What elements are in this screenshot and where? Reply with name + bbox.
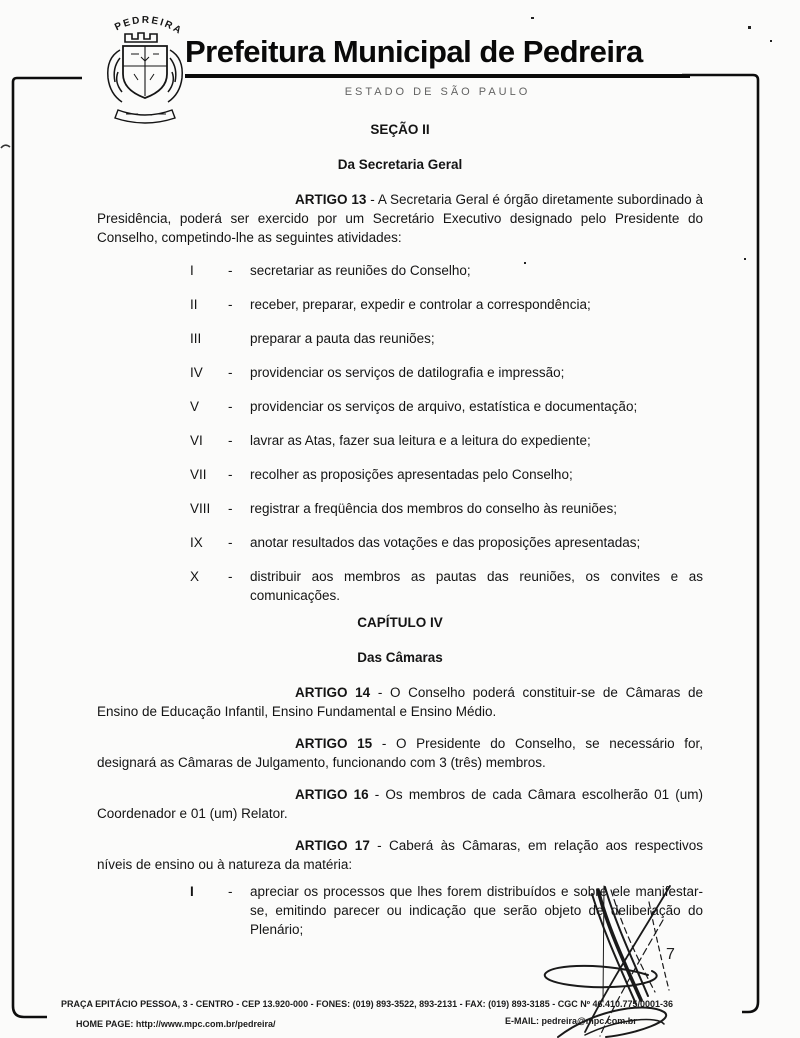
list-item bbox=[190, 567, 703, 605]
list-item-dash: - bbox=[228, 501, 233, 516]
masthead bbox=[185, 34, 690, 98]
list-item-dash: - bbox=[228, 263, 233, 278]
artigo-15-text: - O Presidente do Conselho, se necessário for, designará as Câmaras de Julgamento, funcionando com 3 (três) membros. bbox=[97, 736, 703, 770]
paragraph-artigo-16 bbox=[97, 785, 703, 823]
list-item-text: preparar a pauta das reuniões; bbox=[250, 331, 435, 346]
list-item-dash: - bbox=[228, 433, 233, 448]
artigo-14-label: ARTIGO 14 bbox=[295, 685, 371, 700]
section-title: SEÇÃO II bbox=[370, 122, 430, 137]
list-item bbox=[190, 431, 703, 450]
artigo-17-list bbox=[190, 882, 703, 939]
list-item bbox=[190, 363, 703, 382]
list-item-text: apreciar os processos que lhes forem distribuídos e sobre ele manifestar-se, emitindo parecer ou indicação que serão objeto de deliberação do Plenário; bbox=[250, 884, 703, 937]
list-item-dash: - bbox=[228, 399, 233, 414]
list-item-dash: - bbox=[228, 569, 233, 584]
chapter-subtitle: Das Câmaras bbox=[357, 650, 443, 665]
list-item bbox=[190, 533, 703, 552]
list-item-numeral: I bbox=[190, 263, 194, 278]
list-item-numeral: IV bbox=[190, 365, 203, 380]
list-item-dash: - bbox=[228, 365, 233, 380]
list-item-dash: - bbox=[228, 297, 233, 312]
list-item-text: distribuir aos membros as pautas das reuniões, os convites e as comunicações. bbox=[250, 569, 703, 603]
list-item-dash bbox=[228, 329, 250, 348]
artigo-13-text: - A Secretaria Geral é órgão diretamente subordinado à Presidência, poderá ser exercido por um Secretário Executivo designado pelo Presidente do Conselho, competindo-lhe as seguintes atividades: bbox=[97, 192, 703, 245]
list-item-numeral: IX bbox=[190, 535, 203, 550]
artigo-16-text: - Os membros de cada Câmara escolherão 01 (um) Coordenador e 01 (um) Relator. bbox=[97, 787, 703, 821]
footer-homepage: HOME PAGE: http://www.mpc.com.br/pedreira/ bbox=[76, 1019, 276, 1029]
list-item-text: registrar a freqüência dos membros do conselho às reuniões; bbox=[250, 501, 617, 516]
list-item-numeral: VII bbox=[190, 467, 207, 482]
list-item bbox=[190, 882, 703, 939]
list-item-numeral: V bbox=[190, 399, 200, 414]
artigo-16-label: ARTIGO 16 bbox=[295, 787, 369, 802]
footer-address-line: PRAÇA EPITÁCIO PESSOA, 3 - CENTRO - CEP 13.920-000 - FONES: (019) 893-3522, 893-2131 - FAX: (019) 893-3185 - CGC Nº 46.410.775/0001-36 bbox=[61, 999, 674, 1009]
list-item-text: recolher as proposições apresentadas pelo Conselho; bbox=[250, 467, 573, 482]
section-subtitle: Da Secretaria Geral bbox=[337, 157, 463, 172]
masthead-subtitle: ESTADO DE SÃO PAULO bbox=[344, 86, 531, 98]
crest-branch-left bbox=[108, 50, 122, 102]
crest-crown bbox=[125, 33, 157, 42]
page-title: Prefeitura Municipal de Pedreira bbox=[185, 34, 690, 78]
list-item-text: providenciar os serviços de datilografia e impressão; bbox=[250, 365, 565, 380]
list-item bbox=[190, 329, 703, 348]
list-item bbox=[190, 397, 703, 416]
paragraph-artigo-15 bbox=[97, 734, 703, 772]
list-item-dash: - bbox=[228, 535, 233, 550]
artigo-17-label: ARTIGO 17 bbox=[295, 838, 370, 853]
artigo-15-label: ARTIGO 15 bbox=[295, 736, 373, 751]
chapter-title: CAPÍTULO IV bbox=[357, 615, 443, 630]
artigo-14-text: - O Conselho poderá constituir-se de Câmaras de Ensino de Educação Infantil, Ensino Fundamental e Ensino Médio. bbox=[97, 685, 703, 719]
list-item-numeral: VIII bbox=[190, 501, 211, 516]
artigo-13-label: ARTIGO 13 bbox=[295, 192, 367, 207]
list-item-text: anotar resultados das votações e das proposições apresentadas; bbox=[250, 535, 641, 550]
list-item-numeral: X bbox=[190, 569, 200, 584]
crest-branch-right bbox=[168, 50, 182, 102]
list-item-text: lavrar as Atas, fazer sua leitura e a leitura do expediente; bbox=[250, 433, 591, 448]
svg-text:PEDREIRA bbox=[113, 15, 184, 37]
list-item-text: secretariar as reuniões do Conselho; bbox=[250, 263, 471, 278]
list-item-numeral: VI bbox=[190, 433, 203, 448]
list-item bbox=[190, 499, 703, 518]
list-item-dash: - bbox=[228, 884, 233, 899]
footer-email: E-MAIL: pedreira@mpc.com.br bbox=[505, 1016, 637, 1026]
page-number: 7 bbox=[666, 946, 675, 963]
list-item-numeral: III bbox=[190, 331, 202, 346]
crest-arc-text: PEDREIRA bbox=[113, 14, 185, 38]
list-item-numeral: II bbox=[190, 297, 198, 312]
paragraph-artigo-13 bbox=[97, 190, 703, 247]
artigo-17-text: - Caberá às Câmaras, em relação aos respectivos níveis de ensino ou à natureza da matéria: bbox=[97, 838, 703, 872]
paragraph-artigo-17 bbox=[97, 836, 703, 874]
list-item-text: receber, preparar, expedir e controlar a correspondência; bbox=[250, 297, 591, 312]
list-item-dash: - bbox=[228, 467, 233, 482]
document-body bbox=[97, 120, 703, 954]
list-item-text: providenciar os serviços de arquivo, estatística e documentação; bbox=[250, 399, 638, 414]
artigo-13-list bbox=[190, 261, 703, 605]
list-item bbox=[190, 465, 703, 484]
list-item-numeral: I bbox=[190, 884, 194, 899]
paragraph-artigo-14 bbox=[97, 683, 703, 721]
list-item bbox=[190, 295, 703, 314]
list-item bbox=[190, 261, 703, 280]
